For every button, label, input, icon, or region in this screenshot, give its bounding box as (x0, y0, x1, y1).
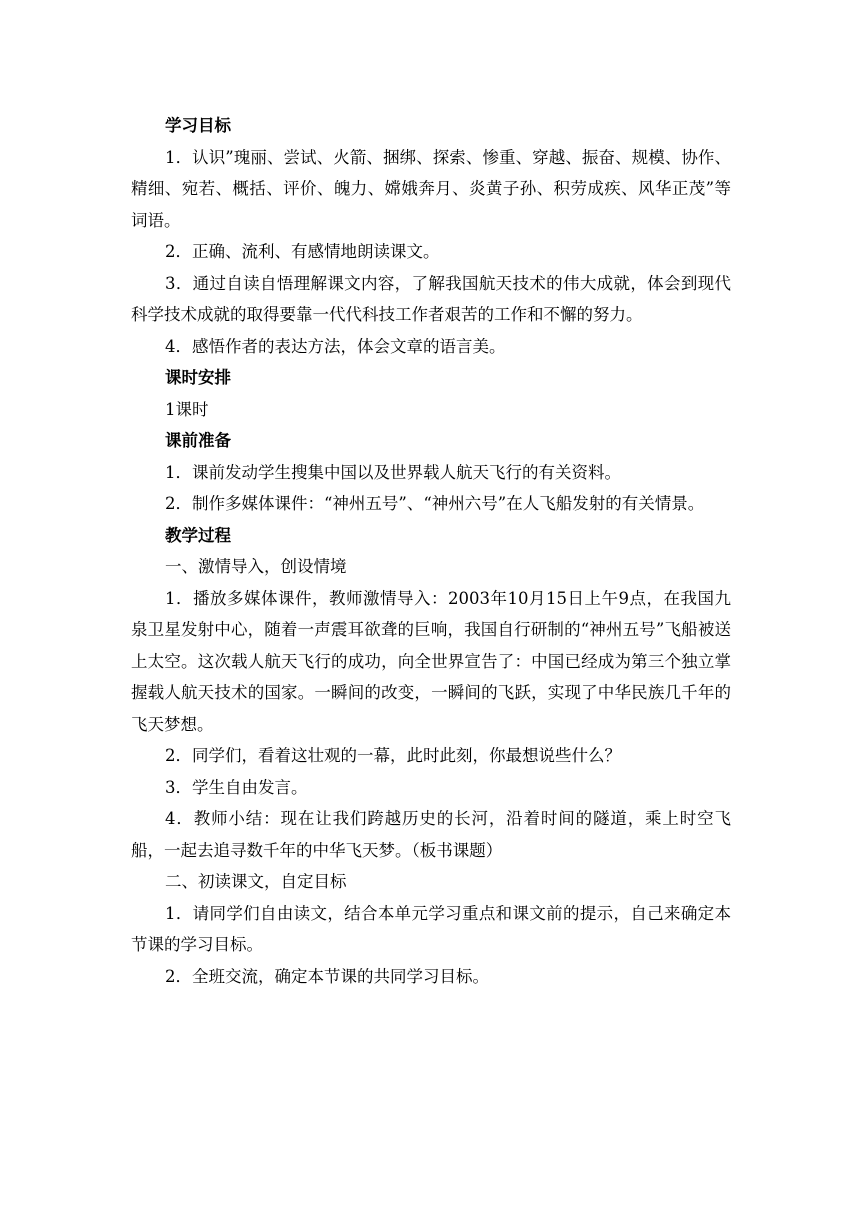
document-body (131, 110, 731, 992)
preparation-item-2: 2．制作多媒体课件：“神州五号”、“神州六号”在人飞船发射的有关情景。 (165, 494, 705, 513)
goal-item-2: 2．正确、流利、有感情地朗读课文。 (165, 242, 440, 261)
section-heading-learning-goals: 学习目标 (165, 116, 231, 135)
section-heading-schedule: 课时安排 (165, 368, 231, 387)
section-heading-preparation: 课前准备 (165, 431, 231, 450)
section-heading-teaching-process: 教学过程 (165, 525, 231, 545)
process-item-5: 1．请同学们自由读文，结合本单元学习重点和课文前的提示，自己来确定本节课的学习目标。 (131, 903, 731, 954)
process-item-2: 2．同学们，看着这壮观的一幕，此时此刻，你最想说些什么？ (165, 746, 621, 765)
goal-item-3: 3．通过自读自悟理解课文内容，了解我国航天技术的伟大成就，体会到现代科学技术成就的取得要靠一代代科技工作者艰苦的工作和不懈的努力。 (131, 273, 731, 324)
goal-item-1: 1．认识”瑰丽、尝试、火箭、捆绑、探索、惨重、穿越、振奋、规模、协作、精细、宛若、概括、评价、魄力、嫦娥奔月、炎黄子孙、积劳成疾、风华正茂”等词语。 (131, 147, 731, 230)
process-item-4: 4．教师小结：现在让我们跨越历史的长河，沿着时间的隧道，乘上时空飞船，一起去追寻数千年的中华飞天梦。（板书课题） (131, 809, 731, 860)
process-subheading-2: 二、初读课文，自定目标 (165, 872, 347, 891)
process-item-1: 1．播放多媒体课件，教师激情导入：2003年10月15日上午9点，在我国九泉卫星发射中心，随着一声震耳欲聋的巨响，我国自行研制的“神州五号”飞船被送上太空。这次载人航天飞行的成功，向全世界宣告了：中国已经成为第三个独立掌握载人航天技术的国家。一瞬间的改变，一瞬间的飞跃，实现了中华民族几千年的飞天梦想。 (131, 588, 731, 734)
schedule-text: 1课时 (165, 399, 209, 419)
process-item-6: 2．全班交流，确定本节课的共同学习目标。 (165, 966, 489, 986)
goal-item-4: 4．感悟作者的表达方法，体会文章的语言美。 (165, 336, 506, 356)
process-subheading-1: 一、激情导入，创设情境 (165, 557, 347, 576)
process-item-3: 3．学生自由发言。 (165, 777, 308, 797)
preparation-item-1: 1．课前发动学生搜集中国以及世界载人航天飞行的有关资料。 (165, 462, 621, 482)
